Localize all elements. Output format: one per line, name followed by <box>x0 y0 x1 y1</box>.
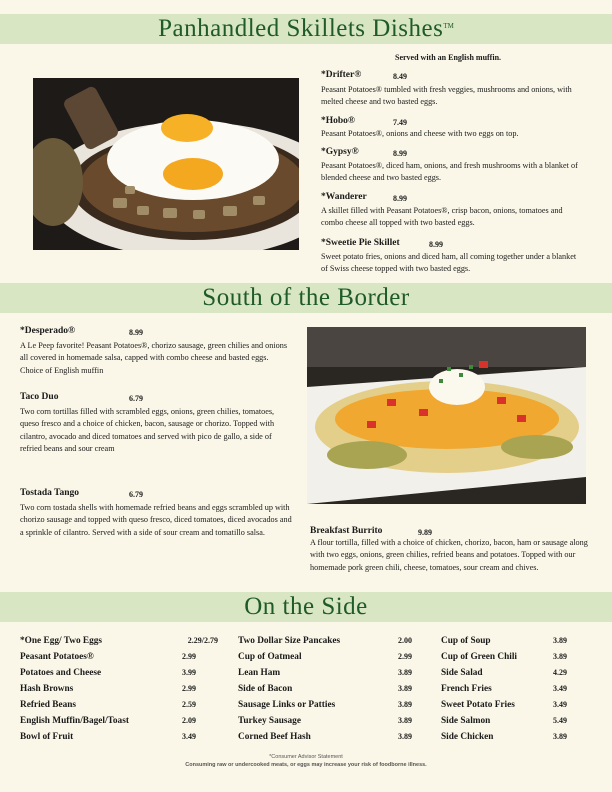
side-item-name: Cup of Soup <box>441 636 491 646</box>
side-item <box>238 732 412 742</box>
side-item-price: 4.29 <box>553 668 567 677</box>
side-item-name: Corned Beef Hash <box>238 732 311 742</box>
side-item <box>20 700 196 710</box>
side-item-name: *One Egg/ Two Eggs <box>20 636 103 646</box>
item-description: A Le Peep favorite! Peasant Potatoes®, chorizo sausage, green chilies and onions all covered in homemade salsa, capped with combo cheese and basted eggs. Choice of English muffin <box>20 341 288 375</box>
side-item-price: 3.89 <box>398 668 412 677</box>
skillet-photo <box>33 78 299 250</box>
side-item <box>238 652 412 662</box>
side-item-name: Side of Bacon <box>238 684 293 694</box>
side-item-name: Peasant Potatoes® <box>20 652 94 662</box>
side-item-price: 3.49 <box>553 700 567 709</box>
item-price: 8.99 <box>393 194 407 203</box>
side-item-name: Lean Ham <box>238 668 281 678</box>
item-name: *Sweetie Pie Skillet <box>321 238 400 248</box>
south-header <box>0 283 612 313</box>
side-item <box>20 668 196 678</box>
item-description: Sweet potato fries, onions and diced ham, all coming together under a blanket of Swiss cheese topped with two basted eggs. <box>321 252 577 274</box>
side-item <box>441 700 567 710</box>
side-item <box>441 716 567 726</box>
side-item-price: 3.89 <box>398 716 412 725</box>
side-item-name: Side Salad <box>441 668 483 678</box>
item-name: *Hobo® <box>321 116 356 126</box>
side-item-name: French Fries <box>441 684 492 694</box>
item-description: A flour tortilla, filled with a choice of chicken, chorizo, bacon, ham or sausage along with two eggs, onions, green chilies, refried beans and potatoes. Topped with our homemade pork green chili, cheese, tomatoes, sour cream and chives. <box>310 538 588 572</box>
side-item <box>20 716 196 726</box>
item-price: 7.49 <box>393 118 407 127</box>
side-item <box>238 636 412 646</box>
side-item <box>238 668 412 678</box>
side-item-price: 3.89 <box>553 732 567 741</box>
side-item <box>441 684 567 694</box>
item-description: Peasant Potatoes®, diced ham, onions, and fresh mushrooms with a blanket of blended cheese and two basted eggs. <box>321 161 578 183</box>
consumer-advisory-text: Consuming raw or undercooked meats, or eggs may increase your risk of foodborne illness. <box>185 762 427 768</box>
item-name: Taco Duo <box>20 392 59 402</box>
side-item <box>20 652 196 662</box>
item-description: Two corn tortillas filled with scrambled eggs, onions, green chilies, tomatoes, queso fresco and a choice of chicken, bacon, sausage or chorizo. Topped with cilantro, avocado and diced tomatoes and served with pico de gallo, a side of refried beans and sour cream <box>20 407 275 454</box>
item-price: 6.79 <box>129 490 143 499</box>
side-item <box>238 700 412 710</box>
side-item-name: Refried Beans <box>20 700 77 710</box>
item-price: 6.79 <box>129 394 143 403</box>
item-price: 8.99 <box>393 149 407 158</box>
item-name: Tostada Tango <box>20 488 80 498</box>
item-description: Peasant Potatoes® tumbled with fresh veggies, mushrooms and onions, with melted cheese and two basted eggs. <box>321 85 572 107</box>
side-item-price: 3.99 <box>182 668 196 677</box>
item-name: *Wanderer <box>321 192 367 202</box>
item-description: Peasant Potatoes®, onions and cheese with two eggs on top. <box>321 129 519 138</box>
side-item-name: Cup of Green Chili <box>441 652 518 662</box>
side-item-price: 2.99 <box>398 652 412 661</box>
side-item-name: Sweet Potato Fries <box>441 700 515 710</box>
side-item-price: 3.89 <box>553 652 567 661</box>
trademark: TM <box>443 22 454 30</box>
skillet-image <box>33 78 299 250</box>
side-item <box>20 684 196 694</box>
item-name: *Drifter® <box>321 70 362 80</box>
side-item-name: Side Chicken <box>441 732 494 742</box>
skillets-title: Panhandled Skillets Dishes <box>158 15 444 42</box>
skillets-subtitle: Served with an English muffin. <box>395 53 502 62</box>
side-item-name: Side Salmon <box>441 716 491 726</box>
side-item <box>441 652 567 662</box>
consumer-advisory-title: *Consumer Advisor Statement <box>269 754 343 760</box>
burrito-photo <box>307 327 586 504</box>
side-item-price: 3.49 <box>182 732 196 741</box>
side-item <box>238 684 412 694</box>
south-title: South of the Border <box>202 284 410 311</box>
side-item-price: 3.89 <box>398 700 412 709</box>
side-item-price: 2.00 <box>398 636 412 645</box>
side-item-name: Turkey Sausage <box>238 716 301 726</box>
item-name: *Desperado® <box>20 326 76 336</box>
side-item <box>441 636 567 646</box>
side-item <box>441 668 567 678</box>
item-name: Breakfast Burrito <box>310 526 383 536</box>
side-item-name: Bowl of Fruit <box>20 732 74 742</box>
side-item-name: Potatoes and Cheese <box>20 668 102 678</box>
side-item-price: 5.49 <box>553 716 567 725</box>
item-price: 8.49 <box>393 72 407 81</box>
side-item-price: 3.49 <box>553 684 567 693</box>
item-description: Two corn tostada shells with homemade refried beans and eggs scrambled up with chorizo sausage and topped with queso fresco, diced tomatoes, diced avocados and a sprinkle of cilantro. Served with a side of sour cream and tomatillo salsa. <box>20 503 292 537</box>
side-item <box>238 716 412 726</box>
item-price: 8.99 <box>429 240 443 249</box>
side-header <box>0 592 612 622</box>
item-price: 9.89 <box>418 528 432 537</box>
side-item-name: Two Dollar Size Pancakes <box>238 636 341 646</box>
side-item-price: 2.29/2.79 <box>187 636 218 645</box>
side-item-name: Sausage Links or Patties <box>238 700 336 710</box>
item-description: A skillet filled with Peasant Potatoes®, crisp bacon, onions, tomatoes and combo cheese all topped with two basted eggs. <box>321 206 563 228</box>
side-item <box>441 732 567 742</box>
item-name: *Gypsy® <box>321 147 359 157</box>
side-item-price: 3.89 <box>553 636 567 645</box>
skillets-header <box>0 14 612 44</box>
burrito-image <box>307 327 586 504</box>
side-item-price: 2.99 <box>182 652 196 661</box>
side-item-price: 2.59 <box>182 700 196 709</box>
side-item-price: 2.09 <box>182 716 196 725</box>
side-title: On the Side <box>244 593 368 620</box>
item-price: 8.99 <box>129 328 143 337</box>
side-item-price: 3.89 <box>398 684 412 693</box>
side-item <box>20 636 218 646</box>
side-item-name: Hash Browns <box>20 684 74 694</box>
side-item-price: 2.99 <box>182 684 196 693</box>
side-item-price: 3.89 <box>398 732 412 741</box>
side-item-name: Cup of Oatmeal <box>238 652 302 662</box>
side-item <box>20 732 196 742</box>
side-item-name: English Muffin/Bagel/Toast <box>20 716 129 726</box>
